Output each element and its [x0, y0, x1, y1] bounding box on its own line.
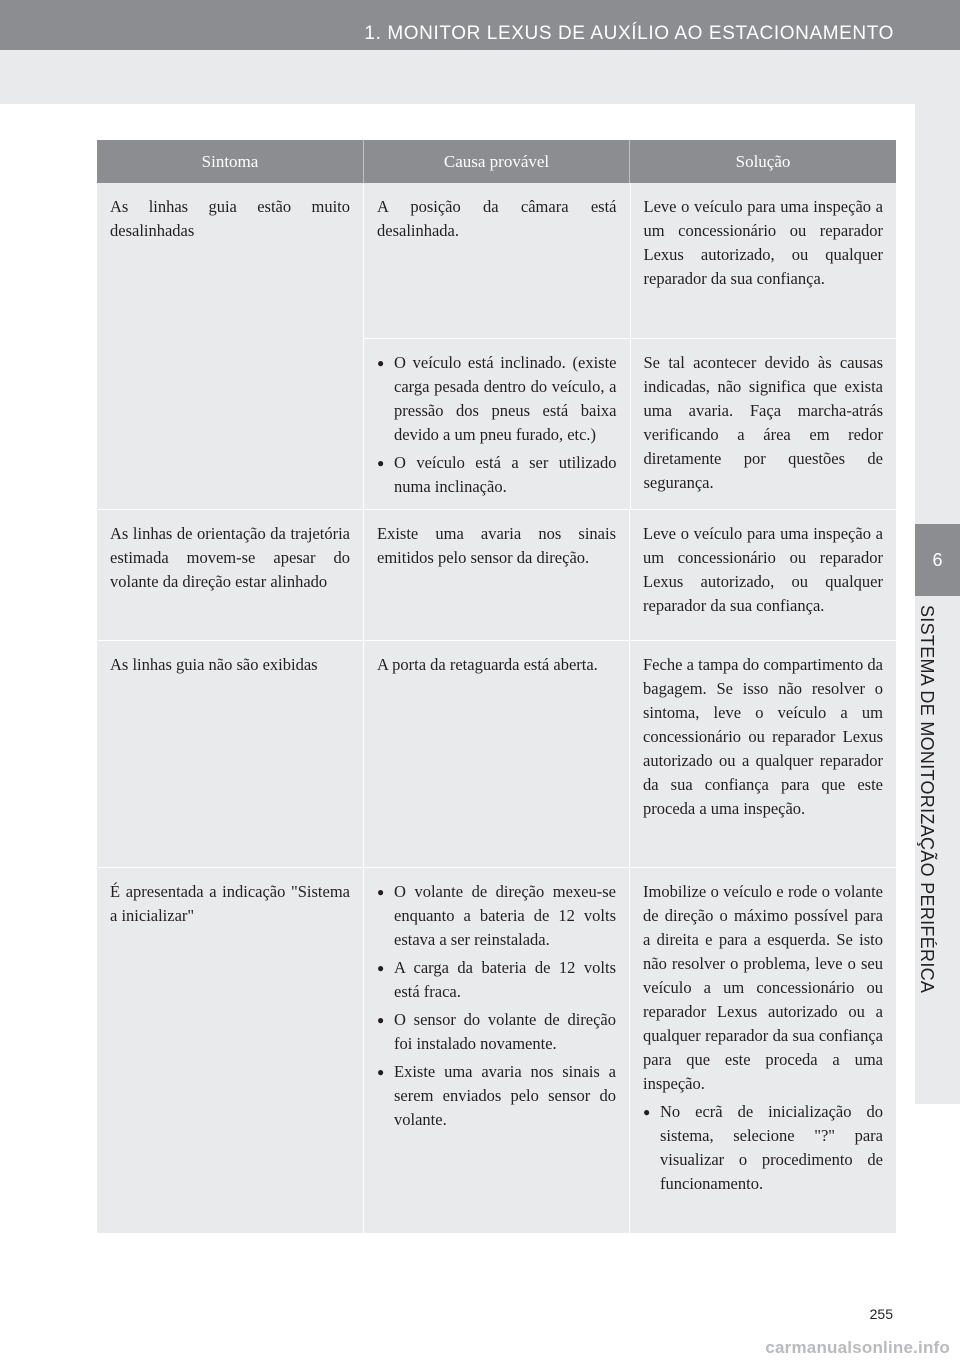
solution-bullet: ● No ecrã de inicialização do sistema, selecione "?" para visualizar o procedimento de funcionamento. — [643, 1100, 883, 1196]
table-subrow — [364, 338, 896, 509]
solution-cell: Se tal acontecer devido às causas indicadas, não significa que exista uma avaria. Faça marcha-atrás verificando a área em redor diretamente por questões de segurança. — [630, 339, 897, 509]
table-row — [97, 640, 896, 867]
section-title: 1. MONITOR LEXUS DE AUXÍLIO AO ESTACIONAMENTO — [364, 23, 894, 44]
cause-cell — [363, 868, 629, 1233]
table-row — [97, 509, 896, 640]
solution-cell: Leve o veículo para uma inspeção a um concessionário ou reparador Lexus autorizado, ou qualquer reparador da sua confiança. — [630, 183, 897, 338]
cause-bullet: ● O volante de direção mexeu-se enquanto a bateria de 12 volts estava a ser reinstalada. — [377, 880, 616, 952]
chapter-number: 6 — [915, 524, 960, 596]
solution-cell: Leve o veículo para uma inspeção a um concessionário ou reparador Lexus autorizado, ou qualquer reparador da sua confiança. — [629, 510, 896, 640]
cause-bullet: ● O veículo está a ser utilizado numa inclinação. — [377, 451, 617, 499]
table-header — [97, 140, 896, 183]
table-row — [97, 183, 896, 509]
table-row — [97, 867, 896, 1233]
cause-cell — [364, 339, 630, 509]
header-symptom: Sintoma — [201, 151, 259, 171]
cause-bullet: ● Existe uma avaria nos sinais a serem enviados pelo sensor do volante. — [377, 1060, 616, 1132]
cause-bullet: ● O sensor do volante de direção foi instalado novamente. — [377, 1008, 616, 1056]
solution-cell: Feche a tampa do compartimento da bagagem. Se isso não resolver o sintoma, leve o veículo a um concessionário ou reparador Lexus autorizado ou a qualquer reparador da sua confiança para que este proceda a uma inspeção. — [629, 641, 896, 867]
header-cause: Causa provável — [363, 140, 629, 183]
cause-solution-group — [363, 183, 896, 509]
watermark: carmanualsonline.info — [765, 1338, 950, 1357]
symptom-cell: As linhas guia estão muito desalinhadas — [110, 197, 350, 240]
symptom-cell: É apresentada a indicação "Sistema a inicializar" — [110, 882, 350, 925]
chapter-title: SISTEMA DE MONITORIZAÇÃO PERIFÉRICA — [917, 605, 937, 994]
header-solution: Solução — [629, 140, 896, 183]
symptom-cell: As linhas guia não são exibidas — [110, 655, 318, 674]
solution-text: Imobilize o veículo e rode o volante de direção o máximo possível para a direita e para a esquerda. Se isto não resolver o problema, leve o seu veículo a um concessionário ou reparador Lexus autorizado ou a qualquer reparador da sua confiança para que este proceda a uma inspeção. — [643, 882, 883, 1093]
cause-bullet: ● A carga da bateria de 12 volts está fraca. — [377, 956, 616, 1004]
cause-cell: A posição da câmara está desalinhada. — [377, 197, 617, 240]
cause-cell: A porta da retaguarda está aberta. — [363, 641, 629, 867]
cause-bullet: ● O veículo está inclinado. (existe carga pesada dentro do veículo, a pressão dos pneus está baixa devido a um pneu furado, etc.) — [377, 351, 617, 447]
solution-cell — [629, 868, 896, 1233]
troubleshooting-table — [97, 140, 896, 1233]
symptom-cell: As linhas de orientação da trajetória estimada movem-se apesar do volante da direção estar alinhado — [110, 524, 350, 591]
cause-cell: Existe uma avaria nos sinais emitidos pelo sensor da direção. — [363, 510, 629, 640]
table-subrow — [364, 183, 896, 338]
page-number: 255 — [869, 1306, 893, 1322]
